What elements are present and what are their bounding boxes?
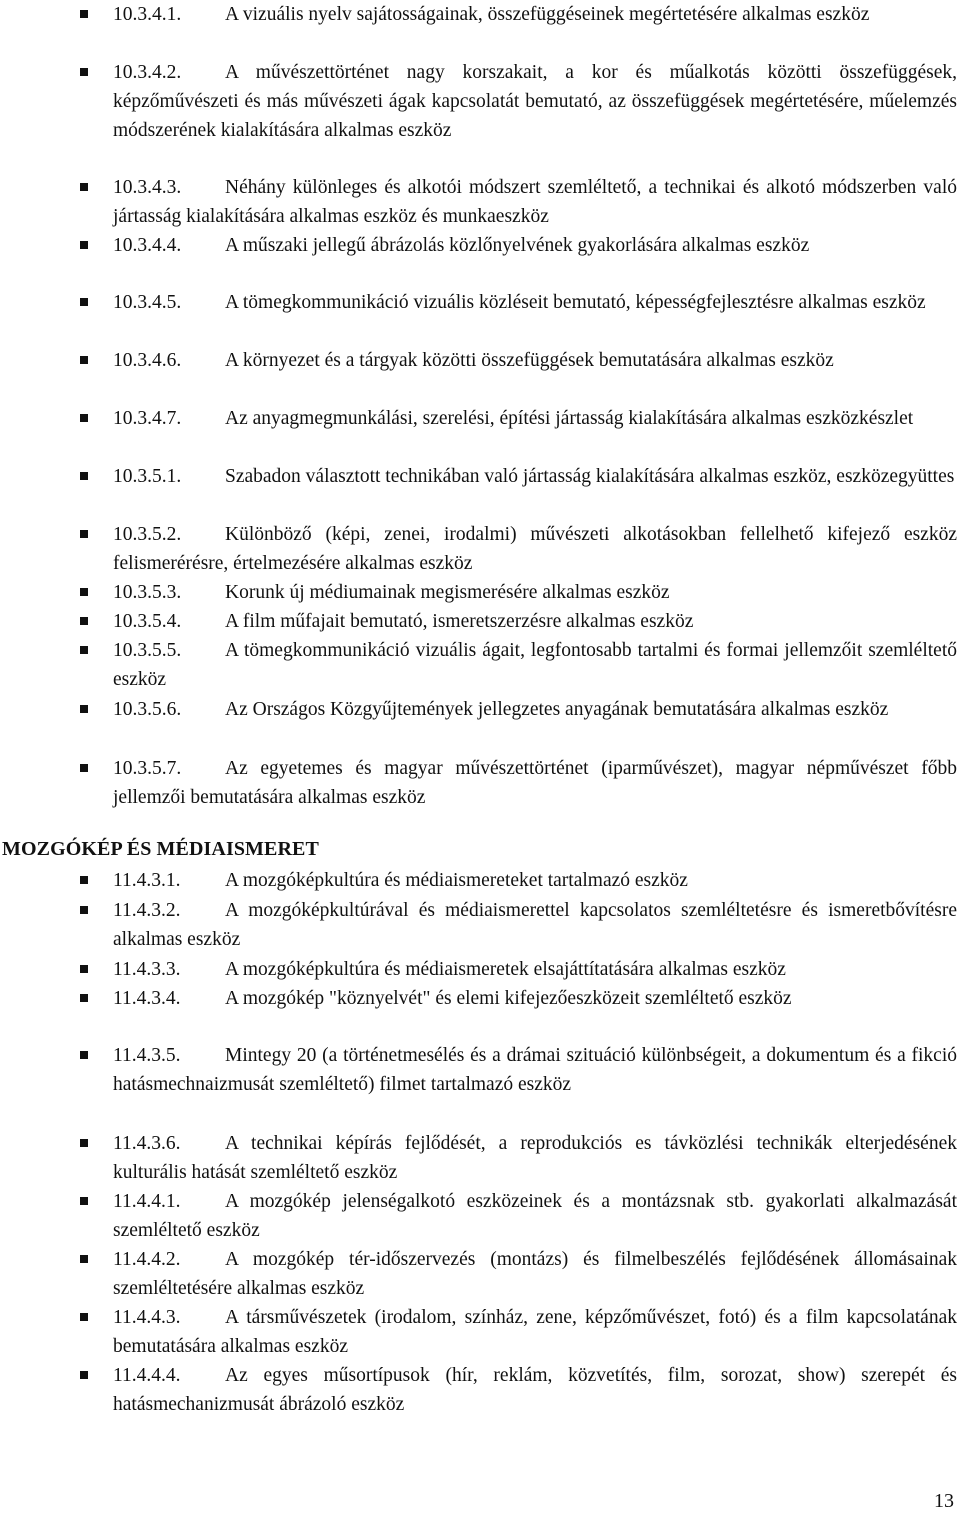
- list-item: [113, 984, 957, 1013]
- item-text: A mozgókép "köznyelvét" és elemi kifejezőeszközeit szemléltető eszköz: [225, 988, 792, 1009]
- list-item: [113, 1041, 957, 1099]
- square-bullet-icon: [80, 1139, 88, 1147]
- item-number: 10.3.4.6.: [113, 350, 182, 371]
- list-item: [113, 754, 957, 812]
- item-number: 11.4.3.3.: [113, 959, 181, 980]
- list-item: [113, 173, 957, 231]
- item-text: A művészettörténet nagy korszakait, a kor és műalkotás közötti összefüggések, képzőművészeti és más művészeti ágak kapcsolatát bemutató, az összefüggések megértetésére, műelemzés módszerének kialakítására alkalmas eszköz: [113, 62, 957, 141]
- item-text: A mozgóképkultúra és médiaismeretek elsajáttítatására alkalmas eszköz: [225, 959, 786, 980]
- item-number: 10.3.5.7.: [113, 758, 182, 779]
- square-bullet-icon: [80, 1255, 88, 1263]
- list-item: [113, 1245, 957, 1303]
- item-number: 10.3.5.6.: [113, 699, 182, 720]
- item-text: A mozgóképkultúrával és médiaismerettel kapcsolatos szemléltetésre és ismeretbővítésre alkalmas eszköz: [113, 900, 957, 950]
- list-item: [113, 695, 957, 724]
- square-bullet-icon: [80, 705, 88, 713]
- list-item: [113, 58, 957, 145]
- square-bullet-icon: [80, 241, 88, 249]
- item-text: A mozgókép tér-időszervezés (montázs) és filmelbeszélés fejlődésének állomásainak szemléltetésére alkalmas eszköz: [113, 1249, 957, 1299]
- list-item: [113, 346, 957, 375]
- item-number: 10.3.5.5.: [113, 640, 182, 661]
- item-number: 10.3.4.5.: [113, 292, 182, 313]
- square-bullet-icon: [80, 68, 88, 76]
- item-text: Az egyes műsortípusok (hír, reklám, közvetítés, film, sorozat, show) szerepét és hatásmechanizmusát ábrázoló eszköz: [113, 1365, 957, 1415]
- square-bullet-icon: [80, 530, 88, 538]
- item-number: 11.4.3.6.: [113, 1133, 181, 1154]
- list-item: [113, 1361, 957, 1419]
- list-item: [113, 955, 957, 984]
- item-number: 10.3.5.2.: [113, 524, 182, 545]
- list-item: [113, 462, 957, 491]
- square-bullet-icon: [80, 1051, 88, 1059]
- item-number: 11.4.4.1.: [113, 1191, 181, 1212]
- list-item: [113, 607, 957, 636]
- item-number: 11.4.3.5.: [113, 1045, 181, 1066]
- item-text: Szabadon választott technikában való jártasság kialakítására alkalmas eszköz, eszközegyüttes: [225, 466, 955, 487]
- item-number: 11.4.3.1.: [113, 870, 181, 891]
- item-number: 11.4.4.2.: [113, 1249, 181, 1270]
- item-text: A technikai képírás fejlődését, a reprodukciós es távközlési technikák elterjedésének kulturális hatását szemléltető eszköz: [113, 1133, 957, 1183]
- item-text: A mozgóképkultúra és médiaismereteket tartalmazó eszköz: [225, 870, 688, 891]
- list-item: [113, 866, 957, 895]
- list-item: [113, 1303, 957, 1361]
- list-item: [113, 1187, 957, 1245]
- item-text: Néhány különleges és alkotói módszert szemléltető, a technikai és alkotó módszerben való jártasság kialakítására alkalmas eszköz és munkaeszköz: [113, 177, 957, 227]
- item-text: A műszaki jellegű ábrázolás közlőnyelvének gyakorlására alkalmas eszköz: [225, 235, 810, 256]
- item-text: Korunk új médiumainak megismerésére alkalmas eszköz: [225, 582, 670, 603]
- square-bullet-icon: [80, 588, 88, 596]
- square-bullet-icon: [80, 356, 88, 364]
- item-text: A film műfajait bemutató, ismeretszerzésre alkalmas eszköz: [225, 611, 694, 632]
- square-bullet-icon: [80, 617, 88, 625]
- list-item: [113, 231, 957, 260]
- square-bullet-icon: [80, 414, 88, 422]
- square-bullet-icon: [80, 1197, 88, 1205]
- item-number: 11.4.4.4.: [113, 1365, 181, 1386]
- item-number: 10.3.4.2.: [113, 62, 182, 83]
- item-text: A társművészetek (irodalom, színház, zene, képzőművészet, fotó) és a film kapcsolatának bemutatására alkalmas eszköz: [113, 1307, 957, 1357]
- list-item: [113, 404, 957, 433]
- section-heading: MOZGÓKÉP ÉS MÉDIAISMERET: [2, 838, 319, 860]
- item-text: A tömegkommunikáció vizuális közléseit bemutató, képességfejlesztésre alkalmas eszköz: [225, 292, 926, 313]
- item-text: A környezet és a tárgyak közötti összefüggések bemutatására alkalmas eszköz: [225, 350, 834, 371]
- square-bullet-icon: [80, 646, 88, 654]
- list-item: [113, 520, 957, 578]
- list-item: [113, 578, 957, 607]
- list-item: [113, 288, 957, 317]
- item-text: Mintegy 20 (a történetmesélés és a drámai szituáció különbségeit, a dokumentum és a fikció hatásmechnaizmusát szemléltető) filmet tartalmazó eszköz: [113, 1045, 957, 1095]
- square-bullet-icon: [80, 10, 88, 18]
- item-number: 10.3.4.7.: [113, 408, 182, 429]
- square-bullet-icon: [80, 906, 88, 914]
- item-text: Az Országos Közgyűjtemények jellegzetes anyagának bemutatására alkalmas eszköz: [225, 699, 889, 720]
- square-bullet-icon: [80, 1313, 88, 1321]
- item-text: Különböző (képi, zenei, irodalmi) művészeti alkotásokban fellelhető kifejező eszköz felismerérésre, értelmezésére alkalmas eszköz: [113, 524, 957, 574]
- item-text: A vizuális nyelv sajátosságainak, összefüggéseinek megértetésére alkalmas eszköz: [225, 4, 870, 25]
- item-number: 10.3.5.3.: [113, 582, 182, 603]
- item-text: Az egyetemes és magyar művészettörténet (iparművészet), magyar népművészet főbb jellemzői bemutatására alkalmas eszköz: [113, 758, 957, 808]
- item-number: 11.4.3.4.: [113, 988, 181, 1009]
- square-bullet-icon: [80, 994, 88, 1002]
- square-bullet-icon: [80, 298, 88, 306]
- item-number: 11.4.3.2.: [113, 900, 181, 921]
- list-item: [113, 636, 957, 694]
- item-number: 10.3.5.4.: [113, 611, 182, 632]
- square-bullet-icon: [80, 1371, 88, 1379]
- page-number: 13: [934, 1490, 954, 1512]
- square-bullet-icon: [80, 472, 88, 480]
- item-number: 10.3.5.1.: [113, 466, 182, 487]
- item-number: 10.3.4.4.: [113, 235, 182, 256]
- item-text: A tömegkommunikáció vizuális ágait, legfontosabb tartalmi és formai jellemzőit szemléltető eszköz: [113, 640, 957, 690]
- square-bullet-icon: [80, 183, 88, 191]
- list-item: [113, 896, 957, 954]
- item-number: 10.3.4.3.: [113, 177, 182, 198]
- item-number: 11.4.4.3.: [113, 1307, 181, 1328]
- square-bullet-icon: [80, 965, 88, 973]
- square-bullet-icon: [80, 764, 88, 772]
- item-number: 10.3.4.1.: [113, 4, 182, 25]
- square-bullet-icon: [80, 876, 88, 884]
- item-text: A mozgókép jelenségalkotó eszközeinek és a montázsnak stb. gyakorlati alkalmazását szemléltető eszköz: [113, 1191, 957, 1241]
- list-item: [113, 1129, 957, 1187]
- item-text: Az anyagmegmunkálási, szerelési, építési jártasság kialakítására alkalmas eszközkészlet: [225, 408, 914, 429]
- list-item: [113, 0, 957, 29]
